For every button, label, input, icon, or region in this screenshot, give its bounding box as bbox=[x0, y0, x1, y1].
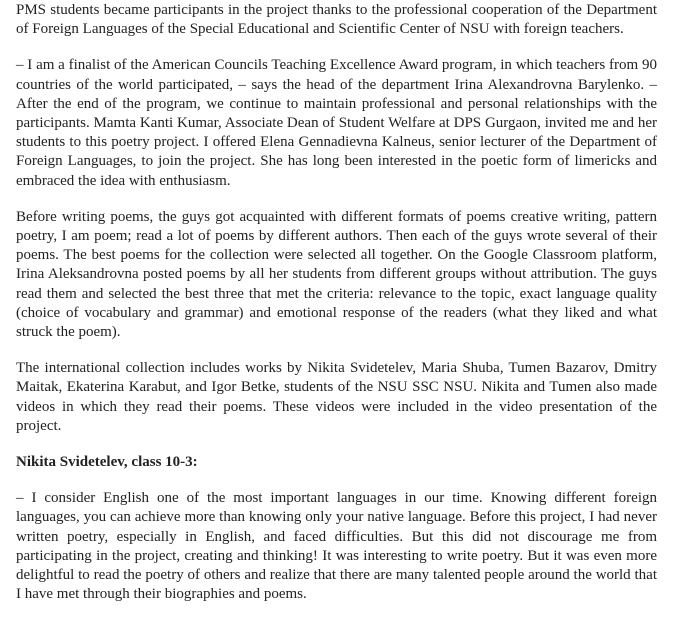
article-body bbox=[16, 1, 657, 621]
paragraph-student-quote: – I consider English one of the most important languages in our time. Knowing different foreign languages, you can achieve more than knowing only your native language. Before this project, I had never written poetry, especially in English, and faced difficulties. But this did not discourage me from participating in the project, creating and thinking! It was interesting to write poetry. But it was even more delightful to read the poetry of others and realize that there are many talented people around the world that I have met through their biographies and poems. bbox=[16, 490, 657, 603]
paragraph-quote-barylenko: – I am a finalist of the American Councils Teaching Excellence Award program, in which teachers from 90 countries of the world participated, – says the head of the department Irina Alexandrovna Barylenko. – After the end of the program, we continue to maintain professional and personal relationships with the participants. Mamta Kanti Kumar, Associate Dean of Student Welfare at DPS Gurgaon, invited me and her students to this poetry project. I offered Elena Gennadievna Kalneus, senior lecturer of the Department of Foreign Languages, to join the project. She has long been interested in the poetic form of limericks and embraced the idea with enthusiasm. bbox=[16, 57, 657, 189]
paragraph-collection: The international collection includes works by Nikita Svidetelev, Maria Shuba, Tumen Bazarov, Dmitry Maitak, Ekaterina Karabut, and Igor Betke, students of the NSU SSC NSU. Nikita and Tumen also made videos in which they read their poems. These videos were included in the video presentation of the project. bbox=[16, 360, 657, 434]
paragraph-intro: PMS students became participants in the project thanks to the professional cooperation of the Department of Foreign Languages of the Special Educational and Scientific Center of NSU with foreign teachers. bbox=[16, 2, 657, 38]
section-heading: Nikita Svidetelev, class 10-3: bbox=[16, 454, 198, 471]
paragraph-writing-process: Before writing poems, the guys got acquainted with different formats of poems creative writing, pattern poetry, I am poem; read a lot of poems by different authors. Then each of the guys wrote several of their poems. The best poems for the collection were selected all together. On the Google Classroom platform, Irina Aleksandrovna posted poems by all her students from different groups without attribution. The guys read them and selected the best three that met the criteria: relevance to the topic, exact language quality (choice of vocabulary and grammar) and emotional response of the readers (what they liked and what struck the poem). bbox=[16, 208, 657, 341]
